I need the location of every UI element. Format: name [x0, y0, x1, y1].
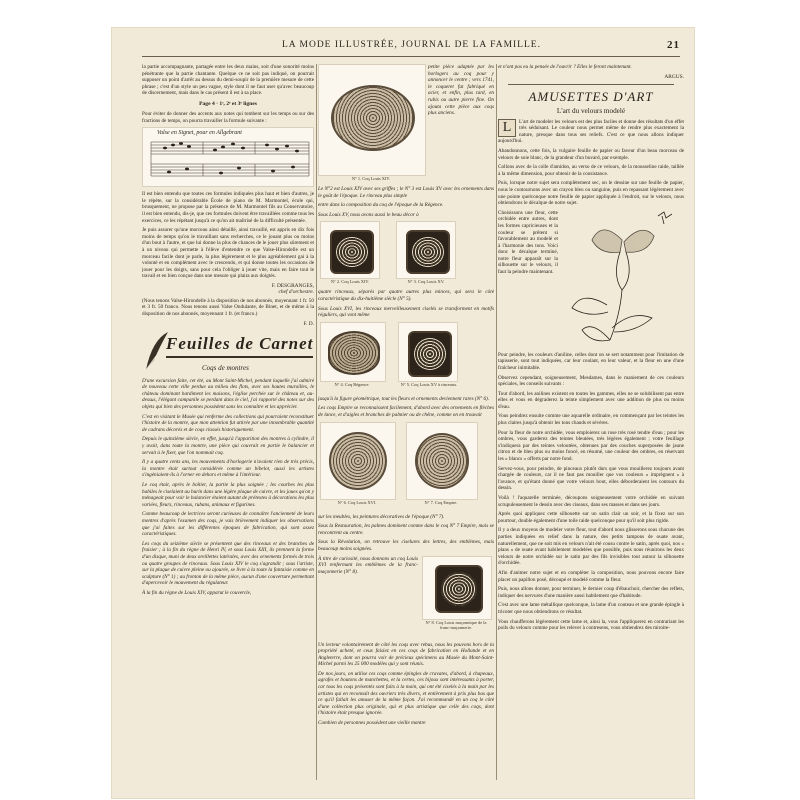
- paragraph: Comme beaucoup de lectrices seront curieuses de connaître l'ancienneté de leurs montres d'après l'examen des coqs, je vais brièvement indiquer les observations que j'ai faites sur les différentes époques de fabrication, qui sont assez caractéristiques.: [142, 511, 314, 538]
- paragraph: C'est en visitant le Musée qui renferme des collections qui pourraient reconstituer l'histoire de la montre, que mon attention fut attirée par une innombrable quantité de cadrans décorés et de coqs classés historiquement.: [142, 413, 314, 433]
- note-initials: F. D.: [303, 320, 314, 327]
- paragraph: Sous la Restauration, les palmes dominent comme dans le coq N° 7 Empire, mais se rencontrent au centre.: [318, 523, 494, 536]
- coq-franc-maconnerie-plaque: [435, 565, 483, 613]
- coq-louis-xv-plaque: [406, 230, 450, 274]
- figure-6: [320, 422, 396, 500]
- paragraph: et n'ont pas eu la pensée de l'ouvrir ? Elles le feront maintenant.: [498, 64, 632, 70]
- figure-5: [398, 322, 458, 382]
- paragraph: Vous peindrez ensuite comme une aquarelle ordinaire, en commençant par les teintes les plus claires jusqu'à obtenir les tons chauds et sévères.: [498, 413, 684, 427]
- running-header: [112, 38, 694, 54]
- paragraph: petite pièce adaptée par les horlogers au coq pour y annoncer le centre ; vers 1741, le coqueret fut fabriqué en acier, et enfin, plus tard, en rubis ou autre pierre fine. On ajouta cette pièce aux coqs plus anciens.: [428, 64, 494, 117]
- paragraph: Choisissons une fleur, cette orchidée entre autres, dont les formes capricieuses et la couleur se prêtent si favorablement au modelé et à l'harmonie des tons. Voici donc le décalque terminé, notre fleur apparaît sur la silhouette sur le velours, il faut la peindre maintenant.: [498, 209, 558, 276]
- paragraph: Voilà ! l'aquarelle terminée, découpons soigneusement votre orchidée en suivant scrupuleusement le dessin avec des ciseaux, dans ses masses et dans ses jours.: [498, 495, 684, 508]
- figure-number: N° 7.: [424, 499, 434, 505]
- magazine-page: [112, 28, 694, 798]
- coq-louis-xiv-image: [331, 85, 415, 151]
- paragraph: Il y a deux moyens de modeler votre fleur, tout d'abord nous glisserons sous chacune des parties indiquées en relief dans la nature, des petits tampons de ouate avant, naturellement, que ne soit mis en velours n'ait été cousu contre le satin, après quoi, nos « plans » de ouate avant habilement modelées que possible, puis nous réunirons les deux velours de notre orchidée sur le satin par des fils invisibles tout autour la silhouette d'orchidée.: [498, 527, 684, 567]
- paragraph: C'est avec une lame métallique quelconque, la lame d'un couteau et une grande épingle à tricoter que nous obtiendrons ce résultat.: [498, 602, 684, 615]
- figures-6-7-row: [318, 422, 494, 512]
- coq-regence-image: [328, 331, 380, 375]
- coq-louis-xiv-plaque: [330, 230, 374, 274]
- figure-label: Coq Régence.: [344, 381, 370, 387]
- paragraph: Je puis assurer qu'une morceau ainsi détaillé, ainsi travaillé, est appris en dix fois moins de temps qu'on le travaillant sans recherches, ce le jouant plus ou moins d'un bout à l'autre, et que lui donne la plus de chances de le jouer plus sûrement et à un niveau qui permette à l'élève d'entendre ce que Valse-Hirondelle est un morceau facile dont je parle, la plus légèrement et le plus agréablement gai à la volonté et en complément avec le crescendo, et qui donne toutes les occasions de jouer pour les doigts, sans pour cela l'obliger à jouer vite, mais en faire tout le travail et en bien conçue dans une mesure qui plaira aux doigtés.: [142, 227, 314, 280]
- music-score-figure: [142, 127, 314, 187]
- figure-number: N° 2.: [330, 279, 341, 285]
- column-divider: [316, 64, 317, 780]
- paragraph: Tout d'abord, les anilines existent en toutes les gammes, elles ne se solubilisent pas entre elles et vous en dégraderez la teinte simplement avec une addition de plus ou moins d'eau.: [498, 390, 684, 410]
- paragraph: Observez cependant, soigneusement, Mesdames, dans le maniement de ces couleurs spéciales, les conseils suivants :: [498, 374, 684, 388]
- signature: F. DESGRANGES,: [271, 282, 314, 289]
- figure-label: Coq Louis XIV.: [341, 279, 370, 285]
- orchid-illustration-icon: [562, 210, 684, 350]
- header-rule: [142, 56, 680, 57]
- orchid-figure-block: [498, 210, 684, 350]
- coqs-de-montres-heading: Coqs de montres: [202, 363, 249, 372]
- paragraph: De nos jours, on utilise ces coqs comme épingles de cravates, d'abord, à chapeaux, agrafes et boutons de manchettes, et la certes, ces bijoux sont intéressants à porter, car tous les coqs présentés sont faits à la main, qui ont été ciselés à la main par les artistes qui en reconnaît des ouvriers très divers, et entièrement à prix plus bas que ce qu'il fallait les amuser de la même façon. J'ai recommandé en un coq le côté d'une collection plus originale, qui et plus artistique que celle des coqs, dont l'histoire était presque ignorée.: [318, 670, 494, 717]
- paragraph: À titre de curiosité, nous donnons un coq Louis XVI renfermant les emblèmes de la franc-maçonnerie (N° 8).: [318, 555, 418, 575]
- paragraph: Afin d'animer notre sujet et en compléter la composition, nous pouvons encore faire placer un papillon posé, découpé et modelé comme la fleur.: [498, 569, 684, 583]
- journal-title: LA MODE ILLUSTRÉE, JOURNAL DE LA FAMILLE.: [282, 40, 541, 50]
- figure-number: N° 4.: [334, 381, 344, 387]
- figure-caption: [404, 500, 478, 505]
- paragraph: Le N°2 est Louis XIV avec ses griffes ; le N° 3 est Louis XV avec les ornements dans le goût de l'époque. Le rinceau plus simple: [318, 186, 494, 199]
- feuilles-de-carnet-heading-block: [142, 330, 314, 376]
- column-1: [142, 64, 314, 780]
- paragraph-text: L'art de modeler les velours est des plus faciles et donne des résultats d'un effet très séduisant. Le couleur nous permet même de rendre plus exactement la nature, presque dans tous ses reliefs. C'est ce que nous allons indiquer aujourd'hui.: [498, 118, 684, 145]
- figures-4-5-row: [318, 322, 494, 394]
- paragraph: Servez-vous, pour peindre, de pinceaux plutôt durs que vous mouillerez toujours avant chargée de couleurs, car il ne faut pas mouiller que vos couleurs « imprègnent » à l'avance, et qu'étant donné que votre velours bout, elles déborderaient les contours du dessin.: [498, 465, 684, 492]
- paragraph: la partie accompagnante, partagée entre les deux mains, soit d'une sonorité moins pénétrante que la partie chantante. Quelque ce ne soit pas indiqué, on pourrait supposer un point d'arrêt au dessus du demi-soupir de la première mesure de cette phrase ; c'est d'un style un peu vague, style dont il ne faut user qu'avec beaucoup de discernement, mais dans le cas présent il est à sa place.: [142, 64, 314, 97]
- paragraph: Sous Louis XV, nous avons aussi le beau décor à: [318, 211, 419, 218]
- coq-empire-image: [415, 433, 469, 489]
- article-subheading: L'art du velours modelé: [556, 106, 626, 115]
- coq-louis-xvi-image: [329, 432, 387, 490]
- figure-number: N° 6.: [337, 499, 347, 505]
- figure-number: N° 1.: [351, 176, 362, 181]
- figure-label: Coq Louis XV.: [418, 279, 445, 285]
- paragraph: Pour la fleur de notre orchidée, vous emploierez un rose très rosé tendre d'eau ; pour les ombres, vous garderez des teintes bleutées, très légères également ; votre feuillage s'indiquera par des teintes veloutées, obtenues par des couches superposées de jaune citron et de bleu plus ou moins foncé, en résumé, une couleur des ombres, en réservant les « blancs » offerts par notre fond.: [498, 429, 684, 463]
- figure-caption: [422, 620, 490, 630]
- figure-1: [318, 64, 426, 176]
- figure-caption: [318, 279, 382, 284]
- amusettes-ornament-rule: [508, 84, 674, 85]
- paragraph: Sous la Révolution, on retrouve les ciselures des lettres, des emblèmes, mais beaucoup moins soignées.: [318, 539, 494, 552]
- page-number: 21: [667, 39, 680, 51]
- figure-8-block: [318, 556, 494, 642]
- paragraph: Depuis le quinzième siècle, en effet, jusqu'à l'apparition des montres à cylindre, il y avait, dans toute la montre, une pièce qui couvrait en partie le balancier et servait à le fixer, que l'on nommait coq.: [142, 436, 314, 456]
- column-divider: [496, 64, 497, 780]
- paragraph: sur les meubles, les peintures décoratives de l'époque (N° 7).: [318, 513, 445, 520]
- paragraph: D'une excursion faite, cet été, au Mont Saint-Michel, pendant laquelle j'ai admiré de nouveau cette ville perdue au milieu des flots, avec ses hautes murailles, le château dominant hardiment les maisons, l'église perchée sur le château et, au-dessus, l'élégant campanile se perdant dans le ciel, j'ai rapporté des notes sur des objets qui bien des personnes possèdent sans les connaître et les apprécier.: [142, 377, 314, 411]
- paragraph: Puis, lorsque notre sujet sera complètement sec, on le dessine sur une feuille de papier, nous le contournons avec un crayon bleu ou sanguine, puis en repassant légèrement avec une pointe quelconque notre feuille de papier appliquée à l'endroit, sur le velours, nous obtiendrons le décalque de notre sujet.: [498, 180, 684, 207]
- paragraph: Collons avec de la colle d'amidon, au verso de ce velours, de la mousseline raide, taillée à la même dimension, pour obtenir de la consistance.: [498, 164, 684, 177]
- figure-4: [320, 322, 386, 382]
- paragraph: Pour éviter de donner des accents aux notes qui tombent sur les temps ou sur des fractions de temps, on pourra travailler la formule suivante :: [142, 110, 314, 124]
- paragraph: Le coq était, après le boîtier, la partie la plus soignée ; les courbes les plus habiles le ciselaient au burin dans une légère plaque de cuivre, et les joues qu'on y ménageait pour voir le balancier étaient autant de prétextes à décorations les plus variées, fleurs, rinceaux, rubans, animaux et figurines.: [142, 481, 314, 508]
- paragraph: Abandonnons, cette fois, la vulgaire feuille de papier ou faveur d'un beau morceau de velours de soie blanc, de la grandeur d'un buvard, par exemple.: [498, 147, 684, 161]
- figure-caption: [318, 382, 386, 387]
- paragraph: Un lecteur volontairement de côté les coqs avec rebus, nous les pouvons hors de la propriété acheté, et ceux faisiez en ces coqs de fabrication en Hollande et en Angleterre, dont on pourra voir de précieux spécimens au Musée du Mont-Saint-Michel parmi les 25 000 modèles qui y sont réunis.: [318, 641, 494, 668]
- column-2: [318, 64, 494, 780]
- amusettes-heading: AMUSETTES D'ART: [528, 88, 654, 104]
- paragraph: Les coqs du seizième siècle se présentent que des rinceaux et des branches de fraisier ; à la fin du règne de Henri IV, et sous Louis XIII, ils prennent la forme d'un disque, muni de deux oreillettes latérales, avec des ornements formés de trois ou quatre groupes de rinceaux. Sous Louis XIV le coq s'agrandit ; sous l'artiste, sur la plaque de cuivre pleine ou ajourée, se livre à la toute la fantaisie comme en sculpture (N° 1) ; au fronton de la même pièce, aucun d'une couverture permettant d'apercevoir le mouvement du régulateur.: [142, 540, 314, 587]
- figures-2-3-row: [318, 221, 494, 287]
- paragraph: Après quoi appliquez cette silhouette sur un satin clair un soir, et la fixez sur son pourtour, double également d'une toile raide quelconque pour qu'il soit plus rigide.: [498, 511, 684, 524]
- paragraph: Pour peindre, les couleurs d'aniline, celles dont on se sert notamment pour l'imitation de tapisserie, sont tout indiquées, car leur coulant, en leur valeur, et la fleur en une d'une fraîcheur inimitable.: [498, 351, 684, 371]
- figure-caption: [318, 500, 396, 505]
- paragraph: Les coqs Empire se reconnaissent facilement, d'abord avec des ornements en flèches de lance, et d'aigles et branches de palmier ou de chêne, comme on en trouvait: [318, 405, 494, 418]
- coq-louis-xv-rinceaux-plaque: [408, 331, 452, 377]
- column-3: [498, 64, 684, 780]
- figure-caption: [396, 382, 462, 387]
- figure-number: N° 5.: [400, 381, 411, 387]
- music-score-caption: Valse en Signet, pour en Allgebrant: [157, 130, 242, 137]
- music-staff-icon: [143, 128, 314, 186]
- paragraph: Sous Louis XVI, les rinceaux merveilleusement ciselés se transforment en motifs réguliers, qui vont même: [318, 305, 494, 319]
- figure-number: N° 3.: [407, 279, 417, 285]
- figure-3: [396, 221, 456, 279]
- dropcap-ornament-icon: L: [498, 119, 516, 137]
- figure-label: Coq Louis XIV.: [362, 176, 391, 181]
- feuilles-de-carnet-heading: Feuilles de Carnet: [166, 334, 313, 358]
- figure-caption: [318, 176, 424, 181]
- page-reference: Page 4 · 1ˢ, 2ᵉ et 3ᵉ lignes: [199, 100, 257, 107]
- paragraph: À la fin du règne de Louis XIV, apparut le couvercle,: [142, 589, 252, 596]
- figure-caption: [394, 279, 458, 284]
- figure-number: N° 8.: [425, 619, 435, 625]
- figure-7: [406, 422, 478, 500]
- figure-1-block: [318, 64, 494, 186]
- paragraph: Vous chaufferons légèrement cette lame et, ainsi la, vous l'appliquerez en contrariant les poils du velours comme pour les relever à contresens, vous obtiendrez des miroite-: [498, 618, 684, 632]
- paragraph: Il est bien entendu que toutes ces formules indiquées plus haut et bien d'autres, je le répète, sur la considérable École de piano de M. Marmontel, école qui, brusquement, ne propose par la présence de M. Marmontel fils au Conservatoire, il est bien entendu, dis-je, que ces formules doivent être travaillées comme tous les exercices, ce les répétant jusqu'à ce qu'on ait maîtrisé de la difficulté présentée.: [142, 191, 314, 224]
- signature: ARGUS.: [664, 73, 684, 80]
- paragraph: Il y a quatre cents ans, les mouvements d'horlogerie n'avaient rien de très précis, la montre était surtout considérée comme un bibelot, aussi les artistes s'ingéniaient-ils à l'orner en dehors et même à l'intérieur.: [142, 459, 314, 479]
- figure-2: [320, 221, 380, 279]
- paragraph: jusqu'à la figure géométrique, tout les fleurs et ornements deviennent rares (N° 6).: [318, 395, 490, 402]
- paragraph: quatre rinceaux, séparés par quatre autres plus minces, qui sera le côté caractéristique du dix-huitième siècle (N° 5).: [318, 289, 494, 302]
- paragraph: Puis, nous allons donner, pour terminer, le dernier coup d'ébauchoir, chercher des reflets, indiquer des nervures d'une manière aussi habilement que d'habitude.: [498, 586, 684, 599]
- paragraph: entre dans la composition du coq de l'époque de la Régence.: [318, 202, 444, 209]
- editor-note: (Nous tenons Valse-Hirondelle à la disposition de nos abonnés, moyennant 1 fr. 50 et 3 fr. 50 franco. Nous tenons aussi Valse Ondulante, de Binet, et de même à la disposition de nos abonnés, moyennant 1 fr. (et franco.): [142, 297, 314, 318]
- signature-title: chef d'orchestre.: [278, 288, 314, 295]
- figure-label: Coq Louis XV à rinceaux.: [411, 381, 458, 387]
- paragraph: [498, 119, 684, 145]
- figure-label: Coq Louis maçonnique de la franc-maçonnerie.: [435, 619, 487, 630]
- figure-8: [422, 556, 492, 620]
- figure-label: Coq Louis XVI.: [348, 499, 377, 505]
- paragraph: Combien de personnes possèdent une vieille montre: [318, 720, 426, 727]
- figure-label: Coq Empire.: [434, 499, 458, 505]
